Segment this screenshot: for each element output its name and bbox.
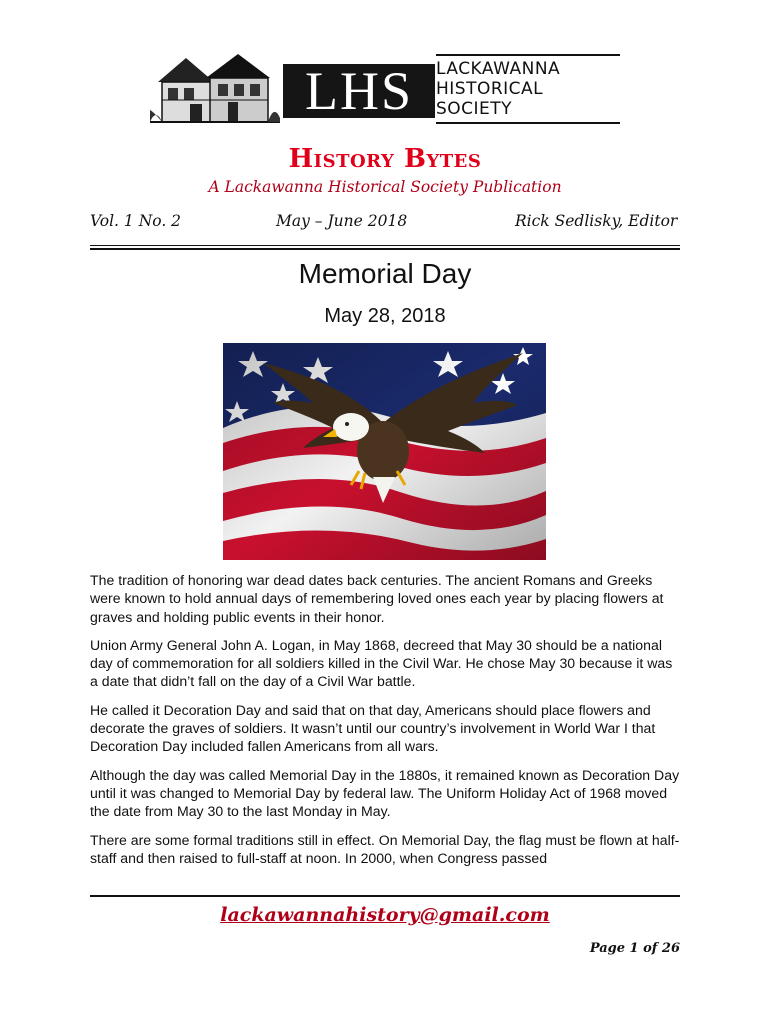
header-divider bbox=[90, 248, 680, 250]
society-name bbox=[436, 60, 620, 122]
society-name-line: SOCIETY bbox=[436, 99, 513, 119]
issue-volume: Vol. 1 No. 2 bbox=[90, 212, 182, 230]
masthead-rule-top bbox=[436, 54, 620, 56]
article-paragraph: Although the day was called Memorial Day in the 1880s, it remained known as Decoration Day until it was changed to Memorial Day by federal law. The Uniform Holiday Act of 1968 moved the date from May 30 to the last Monday in May. bbox=[90, 766, 680, 820]
historic-house-illustration bbox=[150, 52, 280, 128]
masthead-rule-bottom bbox=[436, 122, 620, 124]
article-title: Memorial Day bbox=[298, 258, 472, 289]
header-divider bbox=[90, 245, 680, 246]
article-paragraph: There are some formal traditions still in effect. On Memorial Day, the flag must be flown at half-staff and then raised to full-staff at noon. In 2000, when Congress passed bbox=[90, 831, 680, 866]
eagle-flag-image bbox=[223, 343, 546, 560]
society-name-line: HISTORICAL bbox=[436, 79, 544, 99]
masthead-logo bbox=[150, 52, 620, 128]
article-paragraph: The tradition of honoring war dead dates back centuries. The ancient Romans and Greeks were known to hold annual days of remembering loved ones each year by placing flowers at graves and holding public events in their honor. bbox=[90, 572, 664, 625]
article-body bbox=[90, 571, 682, 877]
article-paragraph: He called it Decoration Day and said that on that day, Americans should place flowers and decorate the graves of soldiers. It wasn’t until our country’s involvement in World War I that Decoration Day included fallen Americans from all wars. bbox=[90, 701, 656, 755]
publication-title: History Bytes bbox=[288, 144, 482, 174]
society-name-line: LACKAWANNA bbox=[436, 59, 561, 79]
page-number: Page 1 of 26 bbox=[589, 941, 680, 956]
publication-subtitle: A Lackawanna Historical Society Publication bbox=[208, 178, 562, 196]
lhs-monogram: LHS bbox=[283, 64, 435, 118]
article-date: May 28, 2018 bbox=[324, 305, 446, 327]
article-paragraph: Union Army General John A. Logan, in May 1868, decreed that May 30 should be a national day of commemoration for all soldiers killed in the Civil War. He chose May 30 because it was a date that didn’t fall on the day of a Civil War battle. bbox=[90, 636, 673, 690]
contact-email-link[interactable]: lackawannahistory@gmail.com bbox=[220, 904, 550, 926]
issue-date-range: May – June 2018 bbox=[276, 212, 408, 230]
footer-divider bbox=[90, 895, 680, 897]
issue-editor: Rick Sedlisky, Editor bbox=[515, 212, 678, 230]
